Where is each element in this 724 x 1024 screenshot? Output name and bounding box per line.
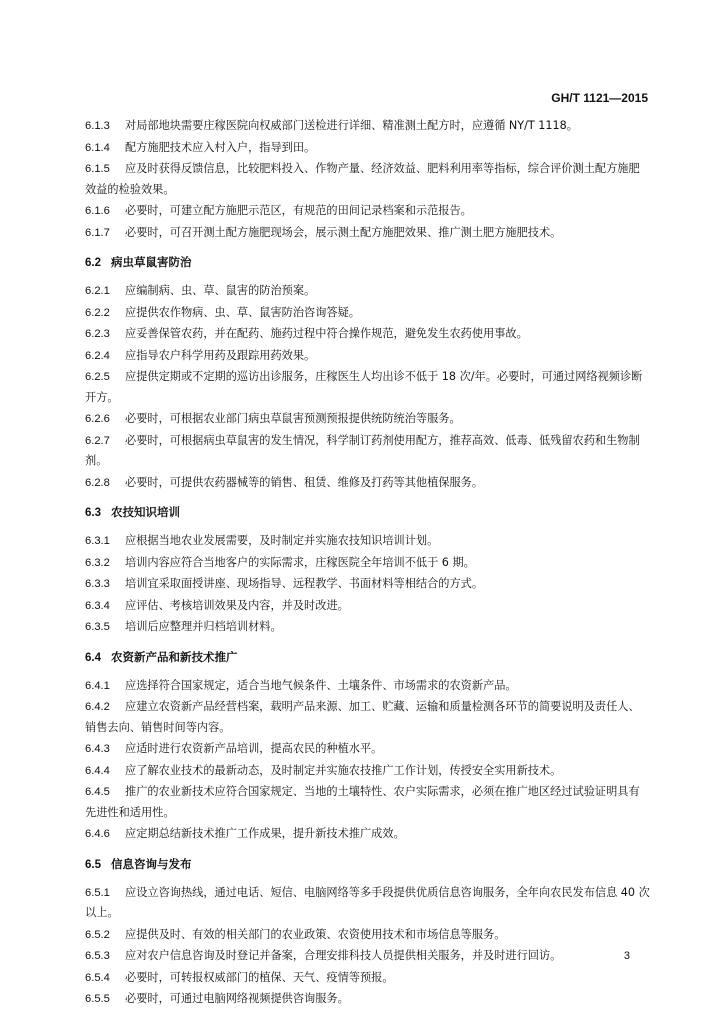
clause-number: 6.2.1 [85, 285, 110, 297]
clause-paragraph [85, 697, 650, 738]
clause-paragraph [85, 223, 650, 244]
clause-number: 6.1.7 [85, 226, 110, 239]
section-title: 病虫草鼠害防治 [111, 255, 192, 269]
clause-paragraph [85, 281, 650, 302]
clause-paragraph [85, 473, 650, 494]
clause-number: 6.3.5 [85, 621, 110, 633]
clause-text: 应及时获得反馈信息，比较肥料投入、作物产量、经济效益、肥料利用率等指标，综合评价测土配方施肥效益的检验效果。 [85, 162, 640, 196]
clause-paragraph [85, 303, 650, 324]
clause-number: 6.3.3 [85, 578, 110, 590]
clause-number: 6.4.3 [85, 743, 110, 755]
clause-paragraph [85, 925, 650, 946]
clause-paragraph [85, 116, 650, 137]
clause-paragraph [85, 431, 650, 472]
clause-number: 6.3.2 [85, 556, 110, 569]
clause-number: 6.1.4 [85, 141, 110, 154]
clause-paragraph [85, 989, 650, 1010]
clause-text: 应提供定期或不定期的巡访出诊服务，庄稼医生人均出诊不低于 18 次/年。必要时，可通过网络视频诊断开方。 [85, 370, 643, 404]
clause-number: 6.5.5 [85, 993, 110, 1005]
clause-text: 必要时，可根据病虫草鼠害的发生情况，科学制订药剂使用配方，推荐高效、低毒、低残留农药和生物制剂。 [85, 433, 640, 467]
section-title: 农资新产品和新技术推广 [111, 649, 238, 664]
clause-paragraph [85, 159, 650, 200]
section-heading [85, 854, 650, 875]
clause-number: 6.2.2 [85, 306, 110, 319]
page-number: 3 [623, 950, 630, 962]
clause-number: 6.4.4 [85, 764, 110, 777]
clause-text: 应妥善保管农药，并在配药、施药过程中符合操作规范，避免发生农药使用事故。 [125, 327, 528, 340]
clause-number: 6.1.5 [85, 163, 110, 175]
clause-text: 培训后应整理并归档培训材料。 [125, 620, 282, 633]
clause-paragraph [85, 138, 650, 159]
document-body [85, 116, 650, 1011]
clause-text: 应提供及时、有效的相关部门的农业政策、农资使用技术和市场信息等服务。 [125, 927, 506, 941]
clause-paragraph [85, 574, 650, 595]
clause-text: 应编制病、虫、草、鼠害的防治预案。 [125, 284, 316, 297]
clause-number: 6.2.5 [85, 371, 110, 383]
clause-text: 应适时进行农资新产品培训，提高农民的种植水平。 [125, 742, 383, 755]
section-title: 信息咨询与发布 [111, 856, 192, 871]
clause-text: 应选择符合国家规定，适合当地气候条件、土壤条件、市场需求的农资新产品。 [125, 678, 517, 692]
clause-number: 6.3 [85, 507, 101, 519]
clause-text: 应提供农作物病、虫、草、鼠害防治咨询答疑。 [125, 305, 360, 319]
clause-number: 6.5 [85, 858, 101, 871]
section-heading [85, 252, 650, 273]
clause-paragraph [85, 553, 650, 574]
clause-paragraph [85, 201, 650, 222]
clause-text: 必要时，可提供农药器械等的销售、租赁、维修及打药等其他植保服务。 [125, 475, 484, 489]
clause-number: 6.2.8 [85, 476, 110, 489]
clause-number: 6.5.3 [85, 950, 110, 962]
clause-number: 6.2.7 [85, 434, 110, 447]
clause-paragraph [85, 324, 650, 345]
clause-paragraph [85, 531, 650, 552]
clause-number: 6.5.2 [85, 928, 110, 941]
clause-number: 6.4.2 [85, 701, 110, 713]
clause-paragraph [85, 409, 650, 430]
section-title: 农技知识培训 [111, 505, 180, 519]
clause-paragraph [85, 946, 650, 967]
clause-number: 6.4.5 [85, 786, 110, 798]
clause-text: 应指导农户科学用药及跟踪用药效果。 [125, 348, 316, 362]
clause-number: 6.4.1 [85, 679, 110, 692]
clause-number: 6.3.4 [85, 599, 110, 612]
clause-number: 6.5.4 [85, 971, 110, 984]
clause-number: 6.4 [85, 651, 101, 664]
clause-number: 6.3.1 [85, 535, 110, 547]
clause-text: 必要时，可通过电脑网络视频提供咨询服务。 [125, 992, 349, 1005]
clause-paragraph [85, 968, 650, 989]
clause-text: 应评估、考核培训效果及内容，并及时改进。 [125, 598, 349, 612]
clause-text: 推广的农业新技术应符合国家规定、当地的土壤特性、农户实际需求，必须在推广地区经过试验证明具有先进性和适用性。 [85, 785, 640, 819]
section-heading [85, 647, 650, 668]
clause-text: 培训宜采取面授讲座、现场指导、远程教学、书面材料等相结合的方式。 [125, 577, 484, 590]
clause-text: 必要时，可召开测土配方施肥现场会，展示测土配方施肥效果、推广测土肥方施肥技术。 [125, 225, 562, 239]
clause-number: 6.2.4 [85, 349, 110, 362]
clause-number: 6.4.6 [85, 828, 110, 840]
clause-paragraph [85, 676, 650, 697]
clause-number: 6.2 [85, 257, 101, 269]
clause-paragraph [85, 883, 650, 924]
clause-paragraph [85, 346, 650, 367]
clause-number: 6.5.1 [85, 886, 110, 899]
clause-text: 应了解农业技术的最新动态，及时制定并实施农技推广工作计划，传授安全实用新技术。 [125, 763, 562, 777]
clause-number: 6.1.6 [85, 205, 110, 217]
clause-text: 应对农户信息咨询及时登记并备案，合理安排科技人员提供相关服务，并及时进行回访。 [125, 949, 562, 962]
clause-number: 6.1.3 [85, 120, 110, 132]
section-heading [85, 502, 650, 523]
clause-paragraph [85, 617, 650, 638]
clause-text: 培训内容应符合当地客户的实际需求，庄稼医院全年培训不低于 6 期。 [125, 555, 475, 569]
clause-text: 必要时，可转报权威部门的植保、天气、疫情等预报。 [125, 970, 394, 984]
clause-text: 配方施肥技术应入村入户，指导到田。 [125, 140, 316, 154]
clause-text: 对局部地块需要庄稼医院向权威部门送检进行详细、精准测土配方时，应遵循 NY/T 1118。 [125, 119, 578, 132]
document-code: GH/T 1121—2015 [551, 91, 648, 105]
clause-paragraph [85, 782, 650, 823]
clause-text: 必要时，可根据农业部门病虫草鼠害预测预报提供统防统治等服务。 [125, 412, 461, 425]
clause-number: 6.2.6 [85, 413, 110, 425]
clause-paragraph [85, 761, 650, 782]
clause-text: 必要时，可建立配方施肥示范区，有规范的田间记录档案和示范报告。 [125, 204, 472, 217]
clause-text: 应定期总结新技术推广工作成果，提升新技术推广成效。 [125, 827, 405, 840]
clause-text: 应建立农资新产品经营档案，载明产品来源、加工、贮藏、运输和质量检测各环节的简要说明及责任人、销售去向、销售时间等内容。 [85, 700, 640, 734]
clause-text: 应设立咨询热线，通过电话、短信、电脑网络等多手段提供优质信息咨询服务，全年向农民发布信息 40 次以上。 [85, 885, 650, 919]
clause-number: 6.2.3 [85, 328, 110, 340]
clause-text: 应根据当地农业发展需要，及时制定并实施农技知识培训计划。 [125, 534, 439, 547]
clause-paragraph [85, 367, 650, 408]
clause-paragraph [85, 824, 650, 845]
clause-paragraph [85, 739, 650, 760]
clause-paragraph [85, 596, 650, 617]
